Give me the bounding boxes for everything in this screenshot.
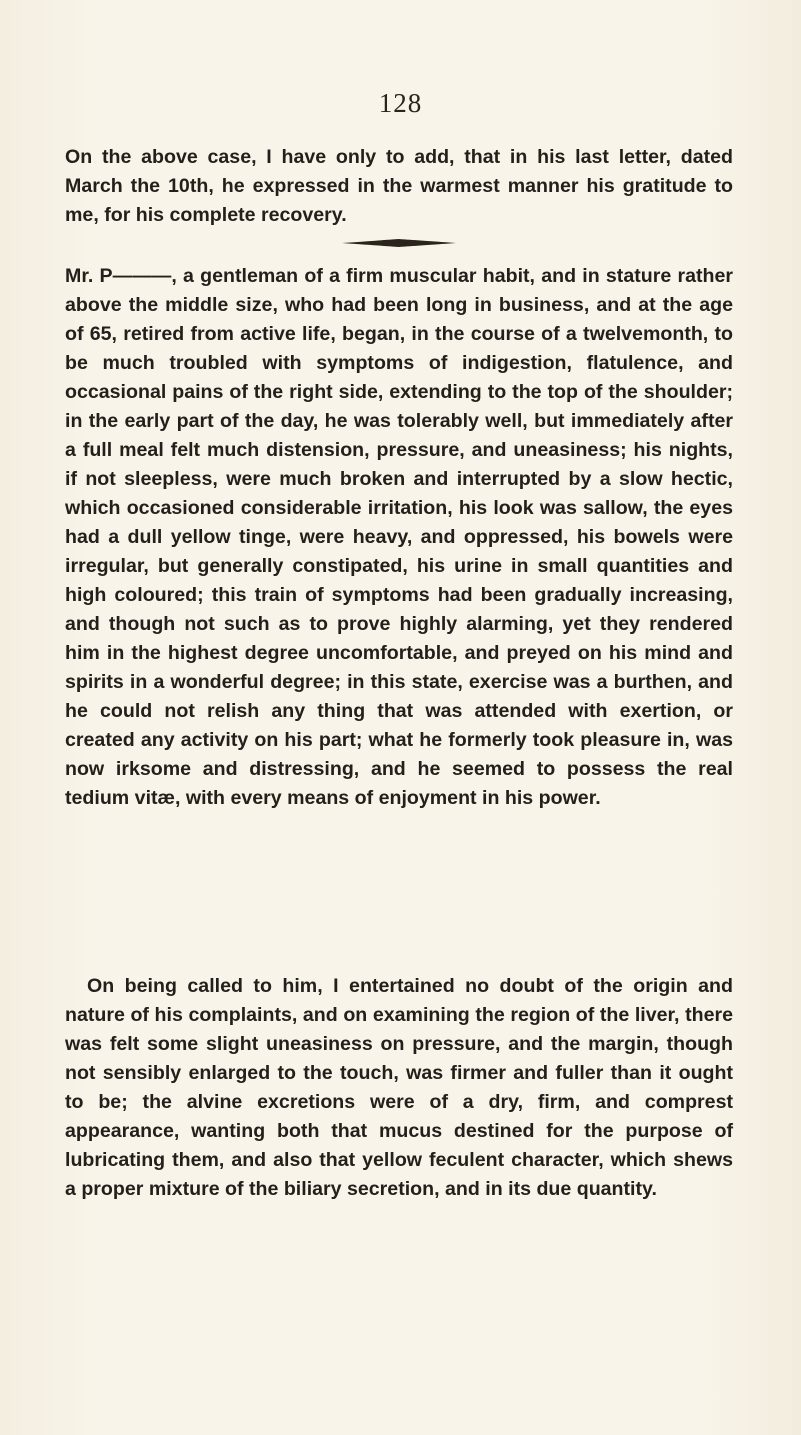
paragraph-examination: On being called to him, I entertained no doubt of the origin and nature of his complaints, and on examining the region of the liver, there was felt some slight uneasiness on pressure, and the margin, though not sensibly enlarged to the touch, was firmer and fuller than it ought to be; the alvine excretions were of a dry, firm, and comprest appearance, wanting both that mucus destined for the purpose of lubricating them, and also that yellow feculent character, which shews a proper mixture of the biliary secretion, and in its due quantity. [65,975,733,1200]
paragraph-case-description: Mr. P———, a gentleman of a firm muscular habit, and in stature rather above the middle size, who had been long in business, and at the age of 65, retired from active life, began, in the course of a twelvemonth, to be much troubled with symptoms of indigestion, flatulence, and occasional pains of the right side, extending to the top of the shoulder; in the early part of the day, he was tolerably well, but immediately after a full meal felt much distension, pressure, and uneasiness; his nights, if not sleepless, were much broken and interrupted by a slow hectic, which occasioned considerable irritation, his look was sallow, the eyes had a dull yellow tinge, were heavy, and oppressed, his bowels were irregular, but generally constipated, his urine in small quantities and high coloured; this train of symptoms had been gradually increasing, and though not such as to prove highly alarming, yet they rendered him in the highest degree uncomfortable, and preyed on his mind and spirits in a wonderful degree; in this state, exercise was a burthen, and he could not relish any thing that was attended with exertion, or created any activity on his part; what he formerly took pleasure in, was now irksome and distressing, and he seemed to possess the real tedium vitæ, with every means of enjoyment in his power. [65,265,733,809]
section-divider-ornament [340,238,458,248]
page-number: 128 [378,88,423,118]
paragraph-closing-case: On the above case, I have only to add, that in his last letter, dated March the 10th, he expressed in the warmest manner his gratitude to me, for his complete recovery. [65,146,733,226]
